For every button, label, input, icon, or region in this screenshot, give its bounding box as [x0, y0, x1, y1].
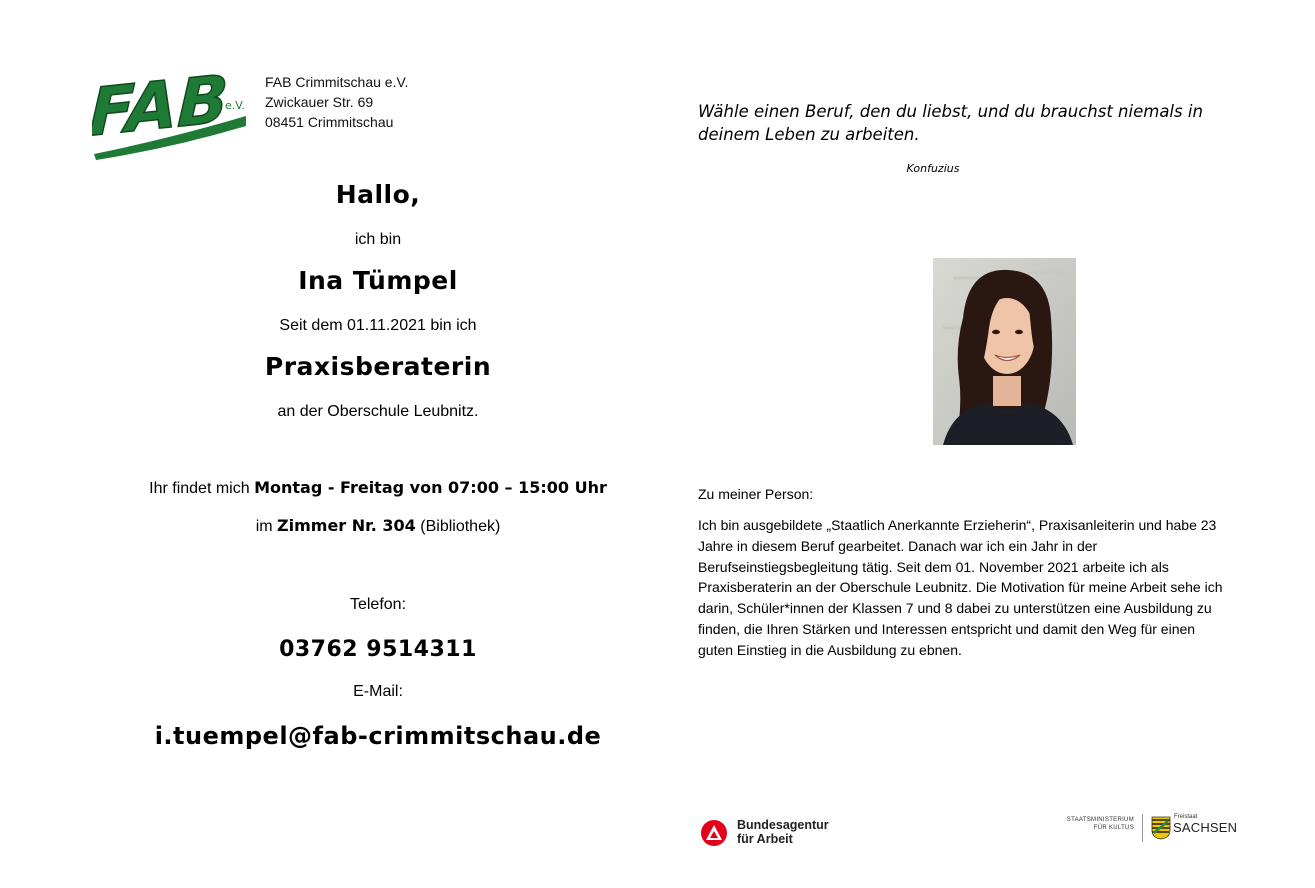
freistaat-label: Freistaat	[1174, 814, 1198, 820]
person-name: Ina Tümpel	[298, 266, 458, 295]
quote-author: Konfuzius	[906, 162, 960, 175]
fab-logo-suffix: e.V.	[225, 99, 245, 112]
ba-line-1: Bundesagentur	[737, 818, 829, 832]
office-hours	[78, 478, 678, 498]
school-name: an der Oberschule Leubnitz.	[277, 403, 479, 420]
greeting: Hallo,	[335, 180, 421, 209]
smk-text	[1062, 816, 1134, 832]
about-heading: Zu meiner Person:	[698, 486, 814, 502]
sachsen-label: SACHSEN	[1173, 820, 1238, 835]
role-title: Praxisberaterin	[264, 352, 492, 381]
hours-value: Montag - Freitag von 07:00 – 15:00 Uhr	[254, 478, 607, 497]
email-label: E-Mail:	[353, 683, 403, 700]
address-line-name: FAB Crimmitschau e.V.	[265, 74, 409, 90]
room-suffix: (Bibliothek)	[415, 518, 501, 535]
phone-label: Telefon:	[349, 596, 407, 613]
quote-text: Wähle einen Beruf, den du liebst, und du brauchst niemals in deinem Leben zu arbeiten.	[698, 102, 1203, 144]
bundesagentur-text	[737, 818, 829, 846]
phone-number: 03762 9514311	[279, 637, 477, 662]
organization-address	[265, 72, 408, 132]
smk-line-2: FÜR KULTUS	[1093, 825, 1134, 831]
logo-divider	[1142, 814, 1143, 842]
address-line-street: Zwickauer Str. 69	[265, 94, 374, 110]
room-prefix: im	[255, 518, 278, 535]
address-line-city: 08451 Crimmitschau	[265, 114, 394, 130]
room-number: Zimmer Nr. 304	[277, 516, 416, 535]
fab-logo	[92, 52, 252, 162]
email-address: i.tuempel@fab-crimmitschau.de	[154, 722, 602, 750]
ba-line-2: für Arbeit	[737, 832, 793, 846]
sachsen-crest-icon	[1151, 816, 1171, 840]
about-text: Ich bin ausgebildete „Staatlich Anerkannte Erzieherin“, Praxisanleiterin und habe 23 Jahre in diesem Beruf gearbeitet. Danach war ich ein Jahr in der Berufseinstiegsbegleitung tätig. Seit dem 01. November 2021 arbeite ich als Praxisberaterin an der Oberschule Leubnitz. Die Motivation für meine Arbeit sehe ich darin, Schüler*innen der Klassen 7 und 8 dabei zu unterstützen eine Ausbildung zu finden, die Ihren Stärken und Interessen entspricht und damit den Weg für einen guten Einstieg in die Ausbildung zu ebnen.	[698, 517, 1223, 658]
bundesagentur-logo	[700, 817, 840, 849]
hours-prefix: Ihr findet mich	[149, 480, 255, 497]
intro-ich-bin: ich bin	[354, 231, 402, 248]
portrait-photo	[933, 258, 1076, 445]
smk-line-1: STAATSMINISTERIUM	[1066, 817, 1134, 823]
sachsen-smk-logo	[1062, 812, 1237, 846]
room-info	[78, 516, 678, 536]
bundesagentur-icon	[700, 819, 728, 847]
since-date: Seit dem 01.11.2021 bin ich	[279, 317, 477, 334]
fab-logo-text: FAB	[92, 59, 230, 152]
